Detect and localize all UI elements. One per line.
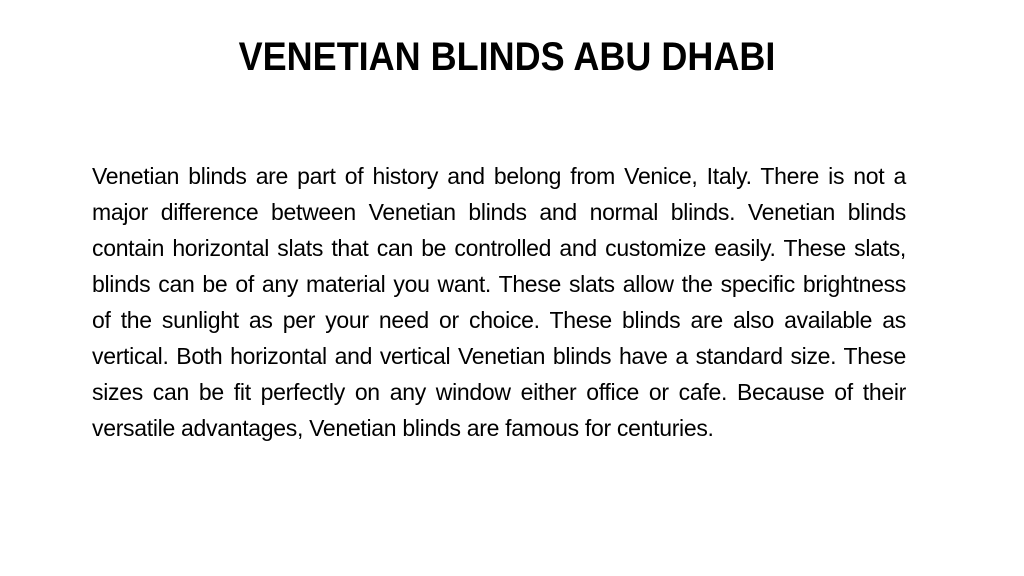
slide-title: VENETIAN BLINDS ABU DHABI	[238, 35, 776, 79]
slide-body-paragraph: Venetian blinds are part of history and belong from Venice, Italy. There is not a major difference between Venetian blinds and normal blinds. Venetian blinds contain horizontal slats that can be controlled and customize easily. These slats, blinds can be of any material you want. These slats allow the specific brightness of the sunlight as per your need or choice. These blinds are also available as vertical. Both horizontal and vertical Venetian blinds have a standard size. These sizes can be fit perfectly on any window either office or cafe. Because of their versatile advantages, Venetian blinds are famous for centuries.	[92, 163, 906, 441]
